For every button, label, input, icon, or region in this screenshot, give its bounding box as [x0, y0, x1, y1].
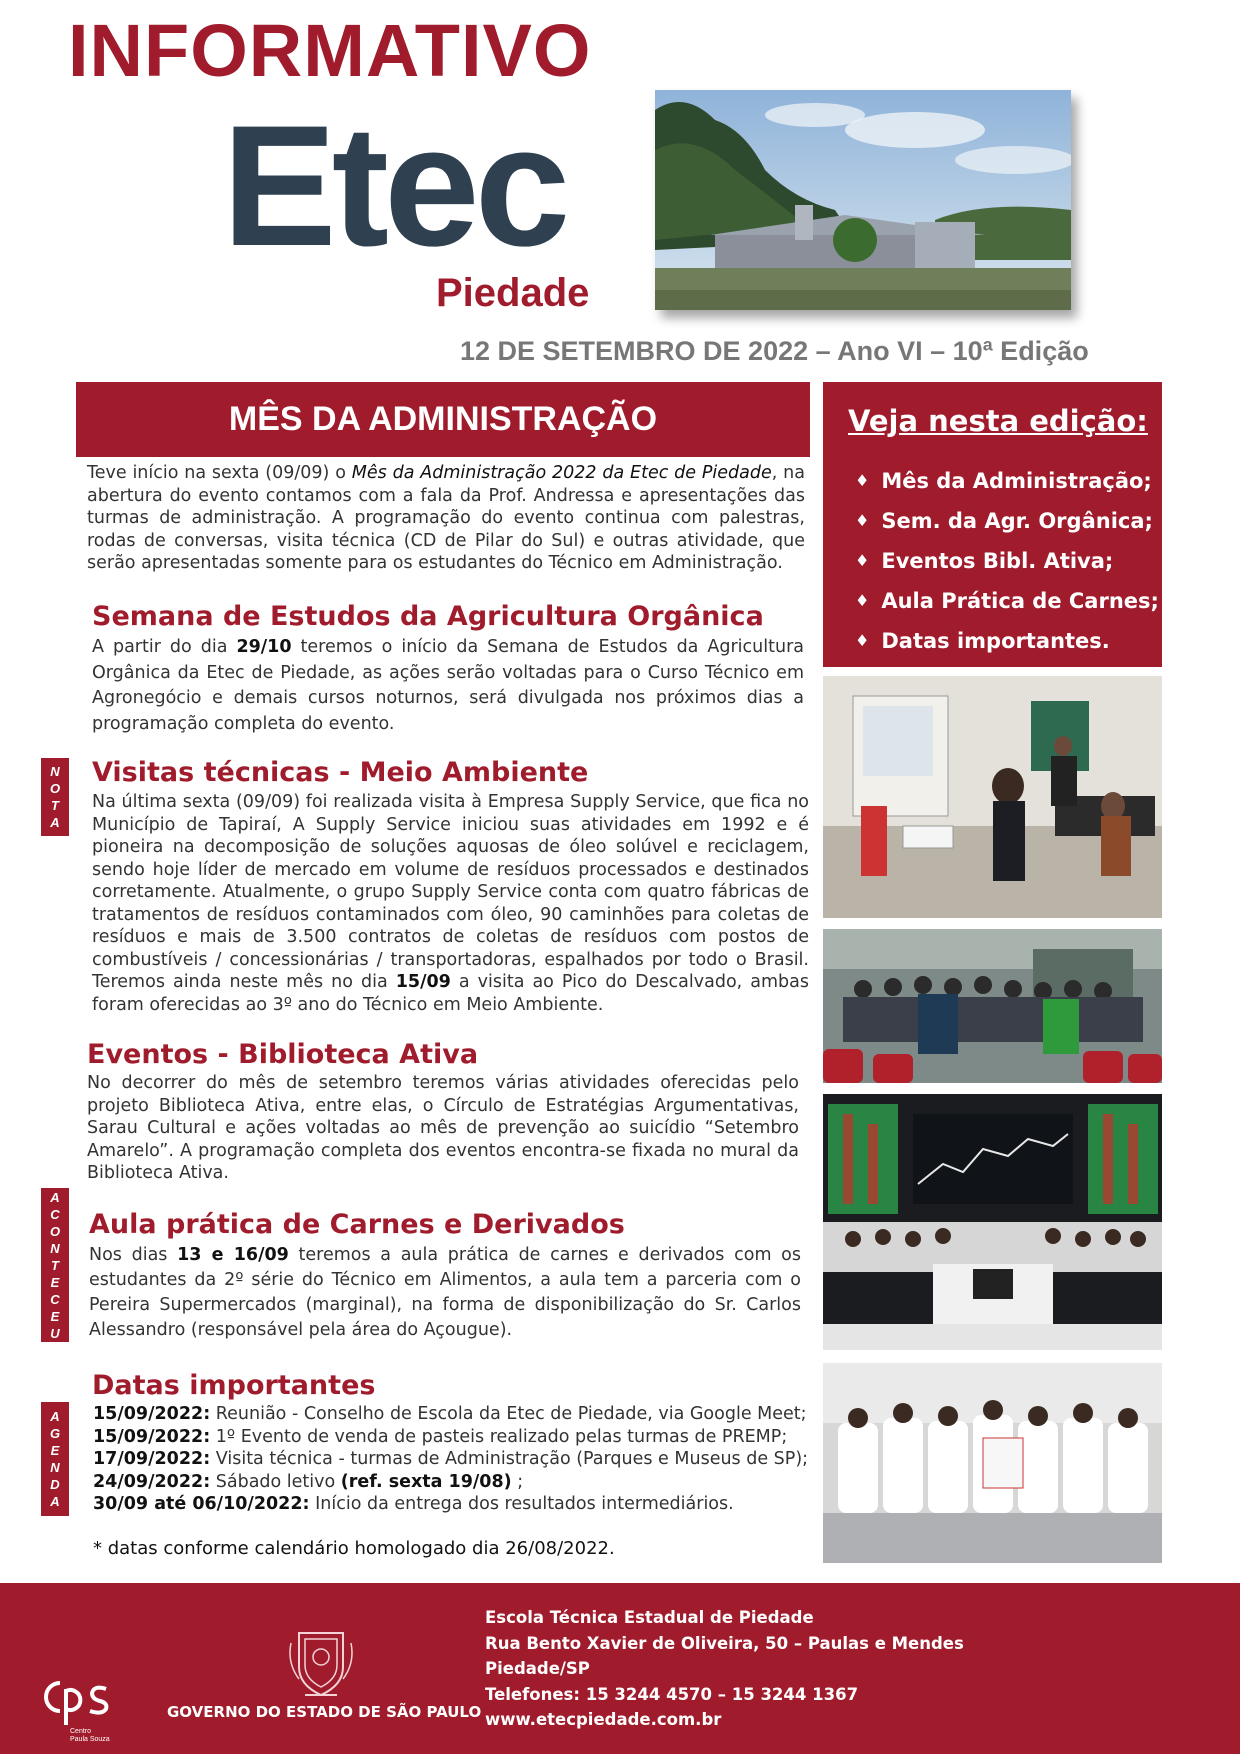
important-dates-title: Datas importantes [92, 1370, 376, 1401]
library-section-title: Eventos - Biblioteca Ativa [87, 1039, 479, 1070]
main-section-title: MÊS DA ADMINISTRAÇÃO [228, 400, 658, 438]
visits-section-title: Visitas técnicas - Meio Ambiente [92, 757, 589, 788]
meat-class-paragraph: Nos dias 13 e 16/09 teremos a aula prática de carnes e derivados com os estudantes da 2º série do Técnico em Alimentos, a aula tem a parceria com o Pereira Supermercados (marginal), na forma de disponibilização do Sr. Carlos Alessandro (responsável pela área do Açougue). [89, 1245, 801, 1340]
list-item: 24/09/2022: Sábado letivo (ref. sexta 19/08) ; [93, 1471, 524, 1492]
cover-painting-image [655, 90, 1071, 310]
brand-etec: Etec [222, 90, 566, 282]
list-item: ♦ Sem. da Agr. Orgânica; [855, 509, 1153, 533]
stock-exchange-photo [823, 1094, 1162, 1350]
contents-list [855, 462, 1159, 662]
list-item: 30/09 até 06/10/2022: Início da entrega dos resultados intermediários. [93, 1494, 734, 1514]
important-dates-list [93, 1403, 808, 1516]
meat-class-photo [823, 1363, 1162, 1563]
school-phones: Telefones: 15 3244 4570 – 15 3244 1367 [485, 1684, 859, 1704]
group-visit-photo [823, 929, 1162, 1083]
organic-paragraph: A partir do dia 29/10 teremos o início da Semana de Estudos da Agricultura Orgânica da Etec de Piedade, as ações serão voltadas para o Curso Técnico em Agronegócio e demais cursos noturnos, será divulgada nos próximos dias a programação completa do evento. [92, 637, 804, 734]
list-item: ♦ Aula Prática de Carnes; [855, 589, 1159, 613]
visits-paragraph: Na última sexta (09/09) foi realizada visita à Empresa Supply Service, que fica no Município de Tapiraí, A Supply Service iniciou suas atividades em 1992 e é pioneira na decomposição de soluções aquosas de óleo solúvel e reciclagem, sendo hoje líder de mercado em volume de resíduos processados e destinados corretamente. Atualmente, o grupo Supply Service conta com quatro fábricas de tratamentos de resíduos contaminados com óleo, 90 caminhões para coletas de resíduos e mais de 3.500 contratos de coletas de resíduos com postos de combustíveis / concessionárias / transportadoras, espalhados por todo o Brasil. Teremos ainda neste mês no dia 15/09 a visita ao Pico do Descalvado, ambas foram oferecidas ao 3º ano do Técnico em Meio Ambiente. [92, 792, 809, 1015]
list-item: 15/09/2022: Reunião - Conselho de Escola da Etec de Piedade, via Google Meet; [93, 1404, 807, 1424]
meat-class-section-title: Aula prática de Carnes e Derivados [89, 1209, 625, 1240]
list-item: ♦ Mês da Administração; [855, 469, 1152, 493]
event-name: Mês da Administração 2022 da Etec de Piedade [351, 463, 772, 483]
agenda-side-tag: A G E N D A [41, 1402, 69, 1516]
edition-contents-box [823, 382, 1162, 667]
state-seal-icon [285, 1623, 357, 1701]
school-contact-info [485, 1605, 964, 1733]
school-city: Piedade/SP [485, 1659, 590, 1678]
list-item: 17/09/2022: Visita técnica - turmas de Administração (Parques e Museus de SP); [93, 1449, 809, 1469]
main-section-banner [76, 382, 810, 457]
diamond-bullet-icon: ♦ [855, 631, 870, 650]
contents-title: Veja nesta edição: [848, 404, 1148, 438]
list-item: 15/09/2022: 1º Evento de venda de pasteis realizado pelas turmas de PREMP; [93, 1426, 788, 1447]
school-name: Escola Técnica Estadual de Piedade [485, 1608, 814, 1627]
nota-side-tag: N O T A [41, 758, 69, 836]
diamond-bullet-icon: ♦ [855, 591, 870, 610]
administration-paragraph: Teve início na sexta (09/09) o Mês da Administração 2022 da Etec de Piedade, na abertura do evento contamos com a fala da Prof. Andressa e apresentações das turmas de administração. A programação do evento continua com palestras, rodas de conversas, visita técnica (CD de Pilar do Sul) e outras atividade, que serão apresentadas somente para os estudantes do Técnico em Administração. [87, 463, 805, 573]
list-item: ♦ Datas importantes. [855, 629, 1110, 653]
diamond-bullet-icon: ♦ [855, 551, 870, 570]
school-address: Rua Bento Xavier de Oliveira, 50 – Paulas e Mendes [485, 1633, 964, 1653]
edition-date-line: 12 DE SETEMBRO DE 2022 – Ano VI – 10ª Edição [460, 336, 1089, 366]
dates-footnote: * datas conforme calendário homologado dia 26/08/2022. [93, 1538, 615, 1559]
brand-unit: Piedade [436, 271, 590, 315]
masthead-title: INFORMATIVO [68, 9, 592, 92]
school-website-link[interactable]: www.etecpiedade.com.br [485, 1710, 722, 1729]
organic-section-title: Semana de Estudos da Agricultura Orgânica [92, 601, 764, 632]
library-paragraph: No decorrer do mês de setembro teremos várias atividades oferecidas pelo projeto Biblioteca Ativa, entre elas, o Círculo de Estratégias Argumentativas, Sarau Cultural e ações voltadas ao mês de prevenção ao suicídio “Setembro Amarelo”. A programação completa dos eventos encontra-se fixada no mural da Biblioteca Ativa. [87, 1073, 799, 1183]
government-label: GOVERNO DO ESTADO DE SÃO PAULO [167, 1703, 482, 1721]
cps-subtitle: Centro Paula Souza [70, 1728, 110, 1743]
cps-logo-icon [40, 1675, 112, 1727]
lecture-photo [823, 676, 1162, 918]
diamond-bullet-icon: ♦ [855, 471, 870, 490]
aconteceu-side-tag: A C O N T E C E U [41, 1188, 69, 1342]
list-item: ♦ Eventos Bibl. Ativa; [855, 549, 1114, 573]
footer [0, 1583, 1240, 1754]
diamond-bullet-icon: ♦ [855, 511, 870, 530]
